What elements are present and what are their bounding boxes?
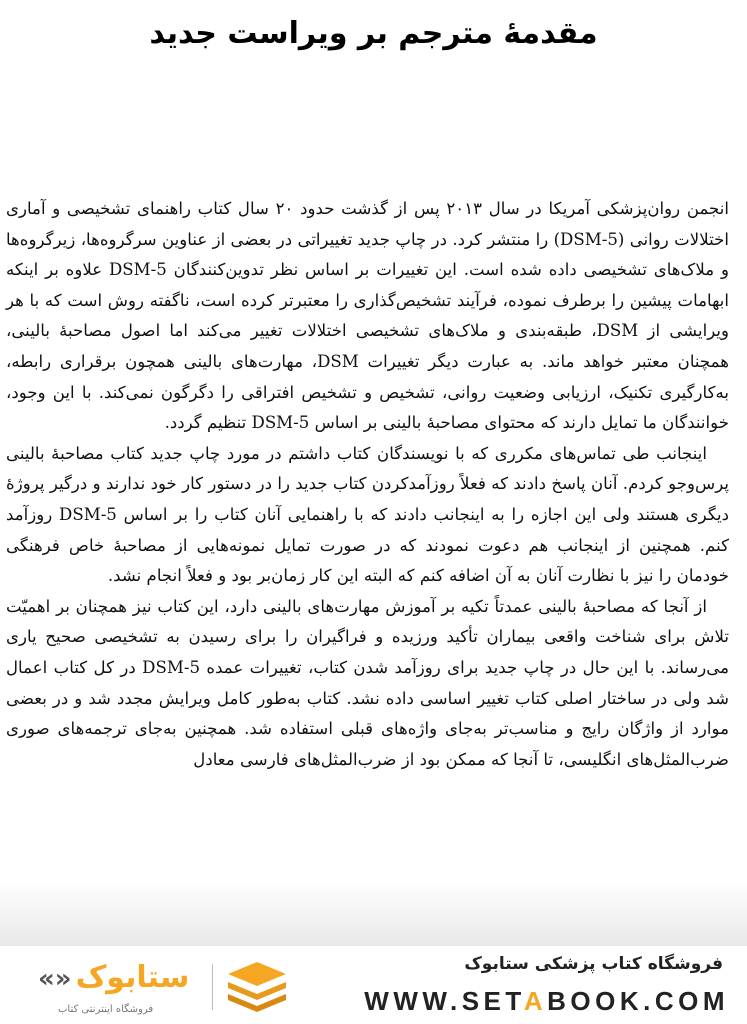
body-text [6,194,729,775]
page-title: مقدمهٔ مترجم بر ویراست جدید [149,16,598,51]
footer-banner [0,946,747,1024]
logo-tagline: فروشگاه اینترنتی کتاب [58,1004,154,1015]
double-arrow-icon: «» [38,964,72,994]
url-suffix: BOOK.COM [547,986,729,1016]
paragraph-2: اینجانب طی تماس‌های مکرری که با نویسندگان کتاب داشتم در مورد چاپ جدید کتاب مصاحبهٔ بالینی پرس‌وجو کردم. آنان پاسخ دادند که فعلاً روزآمدکردن کتاب جدید را در دستور کار خود ندارند و درگیر پروژهٔ دیگری هستند ولی این اجازه را به اینجانب دادند که با راهنمایی آنان کتاب را بر اساس DSM-5 روزآمد کنم. همچنین از اینجانب هم دعوت نمودند که در صورت تمایل نمونه‌هایی از مصاحبهٔ خاص فرهنگی خودمان را نیز با نظارت آنان به آن اضافه کنم که البته این کار زمان‌بر بود و فعلاً انجام نشد. [6,443,730,586]
paragraph-1: انجمن روان‌پزشکی آمریکا در سال ۲۰۱۳ پس از گذشت حدود ۲۰ سال کتاب راهنمای تشخیصی و آماری اختلالات روانی (DSM-5) را منتشر کرد. در چاپ جدید تغییراتی در بعضی از عناوین سرگروه‌ها، زیرگروه‌ها و ملاک‌های تشخیصی داده شده است. این تغییرات بر اساس نظر تدوین‌کنندگان DSM-5 علاوه بر اینکه ابهامات پیشین را برطرف نموده، فرآیند تشخیص‌گذاری را معتبرتر کرده است، ناگفته روش است که با هر ویرایشی از DSM، طبقه‌بندی و ملاک‌های تشخیصی اختلالات تغییر می‌کند اما اصول مصاحبهٔ بالینی، همچنان معتبر خواهد ماند. به عبارت دیگر تغییرات DSM، مهارت‌های بالینی همچون برقراری رابطه، به‌کارگیری تکنیک، ارزیابی وضعیت روانی، تشخیص و تشخیص افتراقی را دگرگون نمی‌کند. با این وجود، خوانندگان ما تمایل دارند که محتوای مصاحبهٔ بالینی بر اساس DSM-5 تنظیم گردد. [6,199,730,433]
shop-url[interactable] [364,986,729,1017]
url-prefix: WWW.SET [364,986,524,1016]
setabook-logo-wordmark [38,960,189,995]
paragraph-3: از آنجا که مصاحبهٔ بالینی عمدتاً تکیه بر آموزش مهارت‌های بالینی دارد، این کتاب نیز همچنان بر اهمیّت تلاش برای شناخت واقعی بیماران تأکید ورزیده و فراگیران را برای رسیدن به تشخیصی صحیح یاری می‌رساند. با این حال در چاپ جدید برای روزآمد شدن کتاب، تغییرات عمده DSM-5 در کل کتاب اعمال شد ولی در ساختار اصلی کتاب تغییر اساسی داده نشد. کتاب به‌طور کامل ویرایش مجدد شد و در بعضی موارد از واژگان رایج و مناسب‌تر به‌جای واژه‌های قبلی استفاده شد. همچنین به‌جای ترجمه‌های صوری ضرب‌المثل‌های انگلیسی، تا آنجا که ممکن بود از ضرب‌المثل‌های فارسی معادل [6,596,729,769]
url-accent-letter: A [523,986,548,1016]
bottom-fade [0,880,747,946]
setabook-logo-emblem-icon [224,960,290,1012]
logo-divider [212,964,213,1010]
logo-word: ستابوک [75,960,190,995]
shop-name: فروشگاه کتاب پزشکی ستابوک [464,954,723,974]
